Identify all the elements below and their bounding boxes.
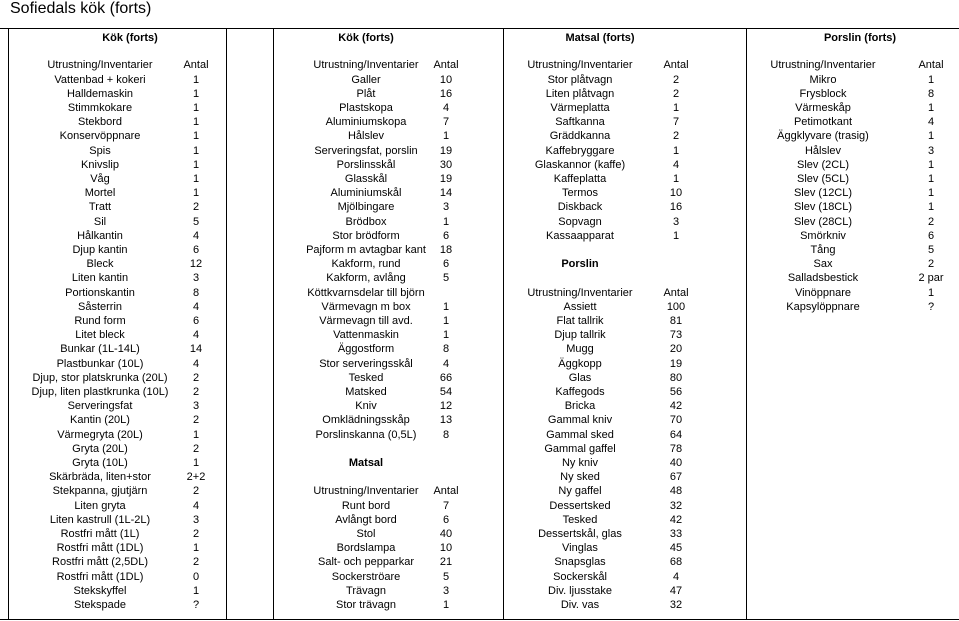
item-qty: 30 xyxy=(439,158,453,171)
item-name: Kaffebryggare xyxy=(545,144,615,157)
top-border xyxy=(0,28,959,29)
item-qty: 4 xyxy=(672,158,680,171)
item-name: Div. ljusstake xyxy=(548,584,612,597)
item-qty: 32 xyxy=(669,598,683,611)
item-qty: 4 xyxy=(192,357,200,370)
item-name: Div. vas xyxy=(560,598,600,611)
item-name: Halldemaskin xyxy=(66,87,134,100)
item-qty: 81 xyxy=(669,314,683,327)
item-name: Sopvagn xyxy=(558,215,602,228)
item-name: Litet bleck xyxy=(75,329,125,342)
item-qty: 2 xyxy=(192,371,200,384)
item-qty: 4 xyxy=(672,570,680,583)
item-qty: 2 xyxy=(192,556,200,569)
item-name: Tratt xyxy=(88,201,112,214)
label-qty: Antal xyxy=(663,286,689,299)
item-qty: 3 xyxy=(442,584,450,597)
item-qty: 10 xyxy=(669,187,683,200)
item-name: Trävagn xyxy=(346,584,386,597)
item-qty: 4 xyxy=(442,101,450,114)
item-name: Saftkanna xyxy=(555,116,605,129)
item-name: Hålslev xyxy=(804,144,842,157)
item-name: Brödbox xyxy=(345,215,387,228)
item-name: Kakform, rund xyxy=(331,258,401,271)
item-qty: 6 xyxy=(192,243,200,256)
item-qty: 3 xyxy=(192,272,200,285)
label-item: Utrustning/Inventarier xyxy=(527,59,633,72)
column-heading: Kök (forts) xyxy=(338,32,394,44)
item-qty: 12 xyxy=(439,400,453,413)
item-name: Slev (5CL) xyxy=(797,172,849,185)
item-name: Rostfri mått (1L) xyxy=(60,527,140,540)
item-qty: 2 xyxy=(927,215,935,228)
item-qty: 5 xyxy=(442,272,450,285)
bottom-border xyxy=(0,619,959,620)
item-name: Kassaapparat xyxy=(546,229,614,242)
label-item: Utrustning/Inventarier xyxy=(313,485,419,498)
item-qty: 14 xyxy=(189,343,203,356)
item-qty: 45 xyxy=(669,542,683,555)
item-qty: 5 xyxy=(442,570,450,583)
col3-left-border xyxy=(503,28,504,620)
item-name: Stol xyxy=(356,527,376,540)
item-qty: 1 xyxy=(927,187,935,200)
item-qty: 16 xyxy=(669,201,683,214)
item-qty: 8 xyxy=(192,286,200,299)
item-name: Matsked xyxy=(345,385,387,398)
item-name: Hålslev xyxy=(347,130,385,143)
item-name: Salladsbestick xyxy=(787,272,859,285)
item-name: Liten gryta xyxy=(74,499,126,512)
item-name: Glas xyxy=(568,371,592,384)
item-name: Ny sked xyxy=(560,471,600,484)
item-name: Liten kantin xyxy=(71,272,129,285)
item-name: Kaffegods xyxy=(555,385,605,398)
item-qty: 4 xyxy=(192,229,200,242)
item-qty: 2 xyxy=(672,130,680,143)
item-qty: 78 xyxy=(669,442,683,455)
item-name: Slev (2CL) xyxy=(797,158,849,171)
label-qty: Antal xyxy=(433,59,459,72)
item-qty: 10 xyxy=(439,542,453,555)
item-qty: 1 xyxy=(442,300,450,313)
item-name: Pajform m avtagbar kant xyxy=(306,243,426,256)
item-qty: 2 xyxy=(192,485,200,498)
item-qty: 16 xyxy=(439,87,453,100)
item-qty: 56 xyxy=(669,385,683,398)
col4-left-border xyxy=(746,28,747,620)
item-name: Stekskyffel xyxy=(73,584,127,597)
item-qty: 66 xyxy=(439,371,453,384)
item-name: Termos xyxy=(561,187,599,200)
item-qty: 100 xyxy=(666,300,686,313)
item-qty: 7 xyxy=(672,116,680,129)
item-name: Glaskannor (kaffe) xyxy=(534,158,626,171)
item-qty: 8 xyxy=(442,428,450,441)
item-qty: 4 xyxy=(192,329,200,342)
item-qty: 1 xyxy=(927,286,935,299)
item-name: Gammal sked xyxy=(546,428,614,441)
item-qty: 40 xyxy=(669,456,683,469)
item-name: Tesked xyxy=(348,371,384,384)
item-name: Tång xyxy=(810,243,836,256)
item-name: Porslinskanna (0,5L) xyxy=(315,428,417,441)
item-name: Skärbräda, liten+stor xyxy=(49,471,151,484)
item-qty: 0 xyxy=(192,570,200,583)
item-qty: 4 xyxy=(927,116,935,129)
item-name: Serveringsfat xyxy=(67,400,133,413)
item-qty: 1 xyxy=(442,314,450,327)
item-name: Slev (28CL) xyxy=(793,215,853,228)
col2-left-border xyxy=(226,28,227,620)
item-qty: 2 xyxy=(192,442,200,455)
item-name: Dessertskål, glas xyxy=(538,527,622,540)
item-name: Avlångt bord xyxy=(335,513,397,526)
item-qty: 5 xyxy=(927,243,935,256)
item-qty: 3 xyxy=(672,215,680,228)
item-name: Dessertsked xyxy=(549,499,611,512)
item-name: Kakform, avlång xyxy=(326,272,406,285)
label-qty: Antal xyxy=(183,59,209,72)
label-qty: Antal xyxy=(918,59,944,72)
item-name: Rostfri mått (2,5DL) xyxy=(52,556,148,569)
item-name: Aluminiumskål xyxy=(330,187,402,200)
item-name: Ny kniv xyxy=(561,456,599,469)
item-qty: 6 xyxy=(442,229,450,242)
item-qty: 6 xyxy=(192,314,200,327)
item-qty: 1 xyxy=(672,229,680,242)
section-heading: Matsal xyxy=(348,456,384,469)
item-name: Konservöppnare xyxy=(59,130,141,143)
item-name: Kniv xyxy=(355,400,377,413)
item-name: Bordslampa xyxy=(336,542,396,555)
item-name: Spis xyxy=(89,144,111,157)
item-name: Stor trävagn xyxy=(336,598,396,611)
item-qty: 1 xyxy=(442,329,450,342)
item-name: Plåt xyxy=(356,87,376,100)
item-qty: 1 xyxy=(192,172,200,185)
item-qty: 80 xyxy=(669,371,683,384)
item-name: Kantin (20L) xyxy=(70,414,130,427)
item-qty: 70 xyxy=(669,414,683,427)
item-name: Flat tallrik xyxy=(556,314,604,327)
item-name: Stekspade xyxy=(74,598,126,611)
item-name: Snapsglas xyxy=(554,556,606,569)
item-name: Djup, liten plastkrunka (10L) xyxy=(31,385,169,398)
item-qty: 13 xyxy=(439,414,453,427)
item-qty: 1 xyxy=(927,158,935,171)
item-qty: 1 xyxy=(192,428,200,441)
item-name: Omklädningsskåp xyxy=(322,414,410,427)
item-name: Mortel xyxy=(84,187,116,200)
item-name: Rund form xyxy=(74,314,126,327)
item-qty: 19 xyxy=(669,357,683,370)
item-qty: 32 xyxy=(669,499,683,512)
item-qty: 2 xyxy=(672,87,680,100)
item-qty: 20 xyxy=(669,343,683,356)
item-name: Frysblock xyxy=(799,87,847,100)
item-qty: 1 xyxy=(192,187,200,200)
item-qty: 8 xyxy=(927,87,935,100)
item-qty: 8 xyxy=(442,343,450,356)
item-name: Kaffeplatta xyxy=(553,172,607,185)
item-name: Runt bord xyxy=(341,499,391,512)
item-name: Tesked xyxy=(562,513,598,526)
item-qty: 4 xyxy=(192,499,200,512)
item-name: Salt- och pepparkar xyxy=(318,556,414,569)
column-heading: Matsal (forts) xyxy=(565,32,635,44)
item-qty: 1 xyxy=(192,456,200,469)
item-name: Diskback xyxy=(557,201,603,214)
item-qty: ? xyxy=(927,300,935,313)
item-qty: 1 xyxy=(192,584,200,597)
item-qty: 64 xyxy=(669,428,683,441)
item-name: Hålkantin xyxy=(77,229,123,242)
section-heading: Porslin xyxy=(561,258,599,271)
item-qty: 1 xyxy=(192,73,200,86)
item-qty: 1 xyxy=(192,144,200,157)
item-qty: 3 xyxy=(192,513,200,526)
item-name: Slev (18CL) xyxy=(793,201,853,214)
item-qty: 2 xyxy=(672,73,680,86)
item-qty: 1 xyxy=(927,201,935,214)
item-name: Smörkniv xyxy=(800,229,846,242)
item-name: Vinöppnare xyxy=(794,286,852,299)
item-qty: 1 xyxy=(192,87,200,100)
item-name: Vattenmaskin xyxy=(333,329,399,342)
item-name: Porslinsskål xyxy=(336,158,396,171)
item-qty: 2 xyxy=(927,258,935,271)
item-name: Värmevagn till avd. xyxy=(319,314,413,327)
item-qty: 1 xyxy=(192,116,200,129)
item-name: Rostfri mått (1DL) xyxy=(56,570,144,583)
item-qty: 2 xyxy=(192,414,200,427)
item-name: Sockerströare xyxy=(331,570,401,583)
item-name: Liten plåtvagn xyxy=(545,87,615,100)
item-name: Såsterrin xyxy=(77,300,123,313)
item-name: Värmegryta (20L) xyxy=(57,428,143,441)
item-name: Assiett xyxy=(563,300,597,313)
item-name: Äggkopp xyxy=(558,357,602,370)
item-qty: ? xyxy=(192,598,200,611)
item-qty: 67 xyxy=(669,471,683,484)
item-name: Djup tallrik xyxy=(554,329,606,342)
item-qty: 47 xyxy=(669,584,683,597)
item-name: Stekpanna, gjutjärn xyxy=(52,485,148,498)
item-qty: 42 xyxy=(669,400,683,413)
item-qty: 1 xyxy=(927,172,935,185)
label-qty: Antal xyxy=(433,485,459,498)
item-name: Våg xyxy=(90,172,110,185)
item-qty: 10 xyxy=(439,73,453,86)
item-name: Värmevagn m box xyxy=(321,300,411,313)
item-qty: 33 xyxy=(669,527,683,540)
item-qty: 73 xyxy=(669,329,683,342)
item-name: Kapsylöppnare xyxy=(786,300,860,313)
item-qty: 2 xyxy=(192,527,200,540)
item-qty: 19 xyxy=(439,172,453,185)
label-item: Utrustning/Inventarier xyxy=(527,286,633,299)
item-name: Bleck xyxy=(86,258,114,271)
label-item: Utrustning/Inventarier xyxy=(313,59,419,72)
item-qty: 1 xyxy=(192,101,200,114)
item-name: Stor brödform xyxy=(332,229,400,242)
item-qty: 68 xyxy=(669,556,683,569)
item-qty: 1 xyxy=(192,130,200,143)
item-qty: 6 xyxy=(442,258,450,271)
item-name: Sil xyxy=(93,215,107,228)
item-qty: 12 xyxy=(189,258,203,271)
item-name: Djup, stor platskrunka (20L) xyxy=(32,371,168,384)
item-name: Aluminiumskopa xyxy=(325,116,407,129)
column-heading: Porslin (forts) xyxy=(823,32,897,44)
item-qty: 54 xyxy=(439,385,453,398)
item-qty: 1 xyxy=(442,215,450,228)
item-name: Mjölbingare xyxy=(337,201,395,214)
item-name: Köttkvarnsdelar till björn xyxy=(307,286,425,299)
item-qty: 6 xyxy=(442,513,450,526)
item-qty: 1 xyxy=(672,101,680,114)
item-name: Galler xyxy=(351,73,381,86)
item-name: Gräddkanna xyxy=(549,130,611,143)
col1-right-border xyxy=(273,28,274,620)
item-name: Stor serveringsskål xyxy=(319,357,413,370)
item-name: Glasskål xyxy=(344,172,388,185)
item-qty: 14 xyxy=(439,187,453,200)
label-qty: Antal xyxy=(663,59,689,72)
item-qty: 1 xyxy=(442,598,450,611)
item-qty: 3 xyxy=(927,144,935,157)
item-name: Vattenbad + kokeri xyxy=(54,73,146,86)
item-qty: 4 xyxy=(442,357,450,370)
column-heading: Kök (forts) xyxy=(102,32,158,44)
label-item: Utrustning/Inventarier xyxy=(47,59,153,72)
item-name: Stekbord xyxy=(77,116,123,129)
item-name: Serveringsfat, porslin xyxy=(314,144,418,157)
item-name: Äggostform xyxy=(337,343,395,356)
item-name: Knivslip xyxy=(81,158,119,171)
item-name: Sax xyxy=(813,258,833,271)
item-qty: 5 xyxy=(192,215,200,228)
item-qty: 42 xyxy=(669,513,683,526)
item-qty: 19 xyxy=(439,144,453,157)
item-name: Stor plåtvagn xyxy=(547,73,613,86)
item-qty: 1 xyxy=(927,130,935,143)
item-qty: 48 xyxy=(669,485,683,498)
item-name: Rostfri mått (1DL) xyxy=(56,542,144,555)
col1-left-border xyxy=(8,28,9,620)
item-qty: 2 xyxy=(192,385,200,398)
item-qty: 1 xyxy=(927,73,935,86)
item-qty: 7 xyxy=(442,116,450,129)
item-name: Ny gaffel xyxy=(558,485,602,498)
item-name: Gammal gaffel xyxy=(544,442,616,455)
item-name: Stimmkokare xyxy=(67,101,133,114)
item-qty: 1 xyxy=(672,172,680,185)
item-name: Äggklyvare (trasig) xyxy=(777,130,869,143)
item-qty: 1 xyxy=(192,542,200,555)
item-qty: 3 xyxy=(192,400,200,413)
label-item: Utrustning/Inventarier xyxy=(770,59,876,72)
item-qty: 3 xyxy=(442,201,450,214)
item-name: Bricka xyxy=(564,400,596,413)
item-name: Värmeskåp xyxy=(795,101,851,114)
item-qty: 7 xyxy=(442,499,450,512)
item-name: Sockerskål xyxy=(553,570,607,583)
item-qty: 1 xyxy=(442,130,450,143)
item-name: Mugg xyxy=(566,343,594,356)
item-name: Värmeplatta xyxy=(550,101,610,114)
item-qty: 40 xyxy=(439,527,453,540)
item-qty: 2+2 xyxy=(186,471,206,484)
item-name: Gammal kniv xyxy=(547,414,613,427)
item-qty: 18 xyxy=(439,243,453,256)
item-name: Gryta (20L) xyxy=(72,442,128,455)
item-qty: 1 xyxy=(927,101,935,114)
item-name: Mikro xyxy=(809,73,837,86)
item-name: Djup kantin xyxy=(72,243,128,256)
item-qty: 2 par xyxy=(918,272,944,285)
item-qty: 4 xyxy=(192,300,200,313)
item-name: Liten kastrull (1L-2L) xyxy=(49,513,151,526)
item-name: Gryta (10L) xyxy=(72,456,128,469)
item-name: Bunkar (1L-14L) xyxy=(60,343,140,356)
item-qty: 1 xyxy=(192,158,200,171)
item-name: Slev (12CL) xyxy=(793,187,853,200)
item-name: Petimotkant xyxy=(793,116,853,129)
item-name: Plastbunkar (10L) xyxy=(56,357,144,370)
item-qty: 1 xyxy=(672,144,680,157)
item-name: Plastskopa xyxy=(339,101,393,114)
item-name: Vinglas xyxy=(562,542,598,555)
item-qty: 6 xyxy=(927,229,935,242)
item-name: Portionskantin xyxy=(65,286,135,299)
item-qty: 21 xyxy=(439,556,453,569)
item-qty: 2 xyxy=(192,201,200,214)
page-title: Sofiedals kök (forts) xyxy=(10,0,152,17)
